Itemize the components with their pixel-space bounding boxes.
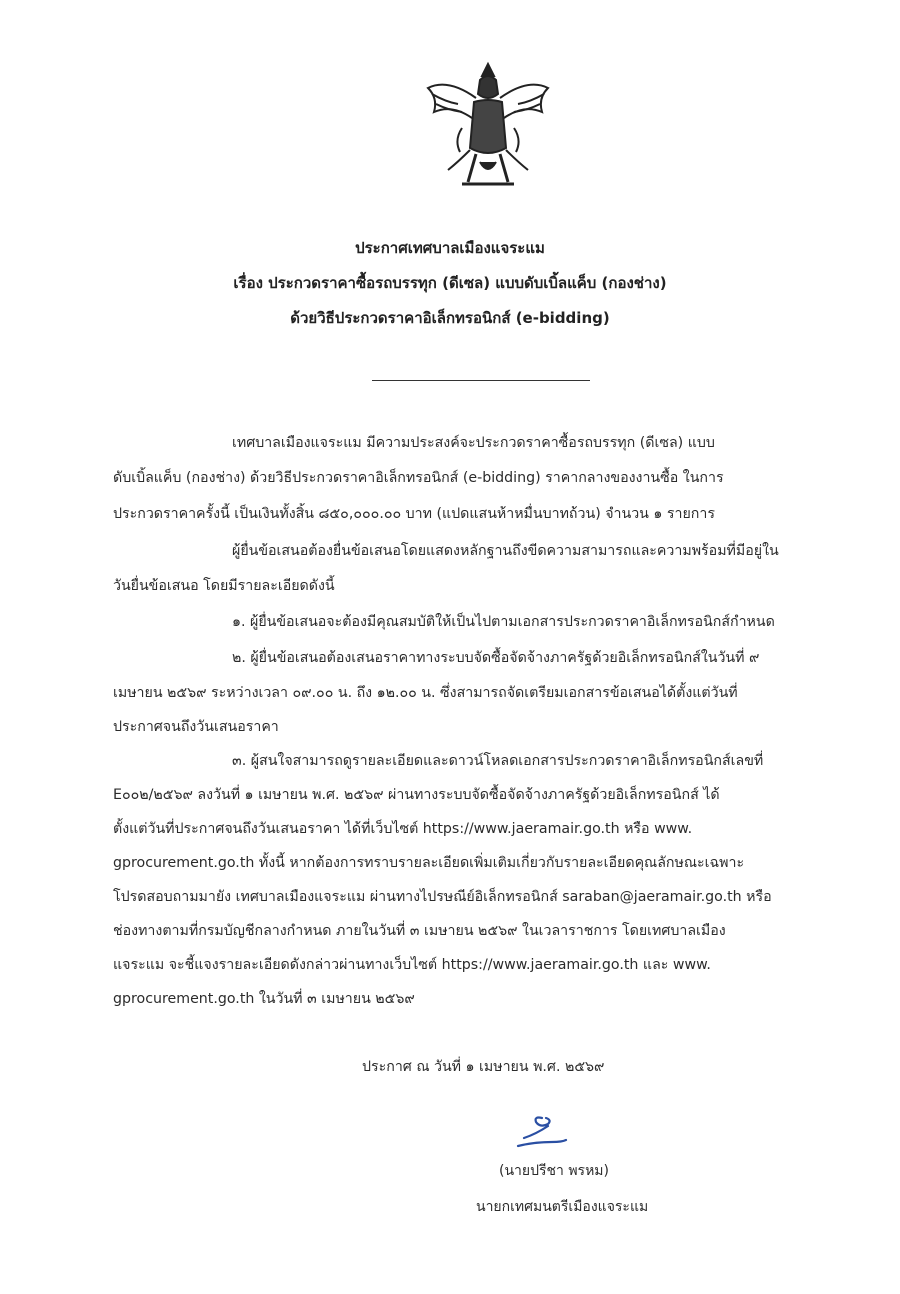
paragraph-line: ช่องทางตามที่กรมบัญชีกลางกำหนด ภายในวันที่ ๓ เมษายน ๒๕๖๙ ในเวลาราชการ โดยเทศบาลเมือง [113, 923, 726, 939]
method-title: ด้วยวิธีประกวดราคาอิเล็กทรอนิกส์ (e-bidding) [290, 309, 610, 327]
paragraph-line: ตั้งแต่วันที่ประกาศจนถึงวันเสนอราคา ได้ที่เว็บไซต์ https://www.jaeramair.go.th หรือ www. [113, 821, 693, 837]
announcement-date: ประกาศ ณ วันที่ ๑ เมษายน พ.ศ. ๒๕๖๙ [362, 1059, 605, 1075]
paragraph-line: ประกาศจนถึงวันเสนอราคา [113, 719, 279, 735]
paragraph-line: E๐๐๒/๒๕๖๙ ลงวันที่ ๑ เมษายน พ.ศ. ๒๕๖๙ ผ่านทางระบบจัดซื้อจัดจ้างภาครัฐด้วยอิเล็กทรอนิกส์ ได้ [113, 787, 720, 803]
paragraph-line: gprocurement.go.th ทั้งนี้ หากต้องการทราบรายละเอียดเพิ่มเติมเกี่ยวกับรายละเอียดคุณลักษณะเฉพาะ [113, 855, 745, 871]
paragraph-line: แจระแม จะชี้แจงรายละเอียดดังกล่าวผ่านทางเว็บไซต์ https://www.jaeramair.go.th และ www. [113, 957, 711, 973]
subject-title: เรื่อง ประกวดราคาซื้อรถบรรทุก (ดีเซล) แบบดับเบิ้ลแค็บ (กองช่าง) [233, 274, 667, 292]
signature-icon [512, 1112, 570, 1158]
title-divider [372, 380, 590, 381]
paragraph-line: วันยื่นข้อเสนอ โดยมีรายละเอียดดังนี้ [113, 578, 335, 594]
signer-position: นายกเทศมนตรีเมืองแจระแม [476, 1199, 649, 1215]
paragraph-line: ประกวดราคาครั้งนี้ เป็นเงินทั้งสิ้น ๘๕๐,๐๐๐.๐๐ บาท (แปดแสนห้าหมื่นบาทถ้วน) จำนวน ๑ รายการ [113, 506, 715, 522]
signer-name: (นายปรีชา พรหม) [499, 1163, 609, 1179]
list-item: ๒. ผู้ยื่นข้อเสนอต้องเสนอราคาทางระบบจัดซื้อจัดจ้างภาครัฐด้วยอิเล็กทรอนิกส์ในวันที่ ๙ [232, 650, 760, 666]
list-item: ๑. ผู้ยื่นข้อเสนอจะต้องมีคุณสมบัติให้เป็นไปตามเอกสารประกวดราคาอิเล็กทรอนิกส์กำหนด [232, 614, 775, 630]
list-item: ๓. ผู้สนใจสามารถดูรายละเอียดและดาวน์โหลดเอกสารประกวดราคาอิเล็กทรอนิกส์เลขที่ [232, 753, 764, 769]
paragraph-line: ดับเบิ้ลแค็บ (กองช่าง) ด้วยวิธีประกวดราคาอิเล็กทรอนิกส์ (e-bidding) ราคากลางของงานซื้อ ในการ [113, 470, 724, 486]
paragraph-line: เทศบาลเมืองแจระแม มีความประสงค์จะประกวดราคาซื้อรถบรรทุก (ดีเซล) แบบ [232, 435, 715, 451]
paragraph-line: gprocurement.go.th ในวันที่ ๓ เมษายน ๒๕๖๙ [113, 991, 415, 1007]
paragraph-line: เมษายน ๒๕๖๙ ระหว่างเวลา ๐๙.๐๐ น. ถึง ๑๒.๐๐ น. ซึ่งสามารถจัดเตรียมเอกสารข้อเสนอได้ตั้งแต่วันที่ [113, 685, 738, 701]
announcement-title: ประกาศเทศบาลเมืองแจระแม [355, 239, 545, 257]
paragraph-line: โปรดสอบถามมายัง เทศบาลเมืองแจระแม ผ่านทางไปรษณีย์อิเล็กทรอนิกส์ saraban@jaeramair.go.th หรือ [113, 889, 772, 905]
paragraph-line: ผู้ยื่นข้อเสนอต้องยื่นข้อเสนอโดยแสดงหลักฐานถึงขีดความสามารถและความพร้อมที่มีอยู่ใน [232, 543, 779, 559]
garuda-emblem-icon [418, 58, 558, 190]
